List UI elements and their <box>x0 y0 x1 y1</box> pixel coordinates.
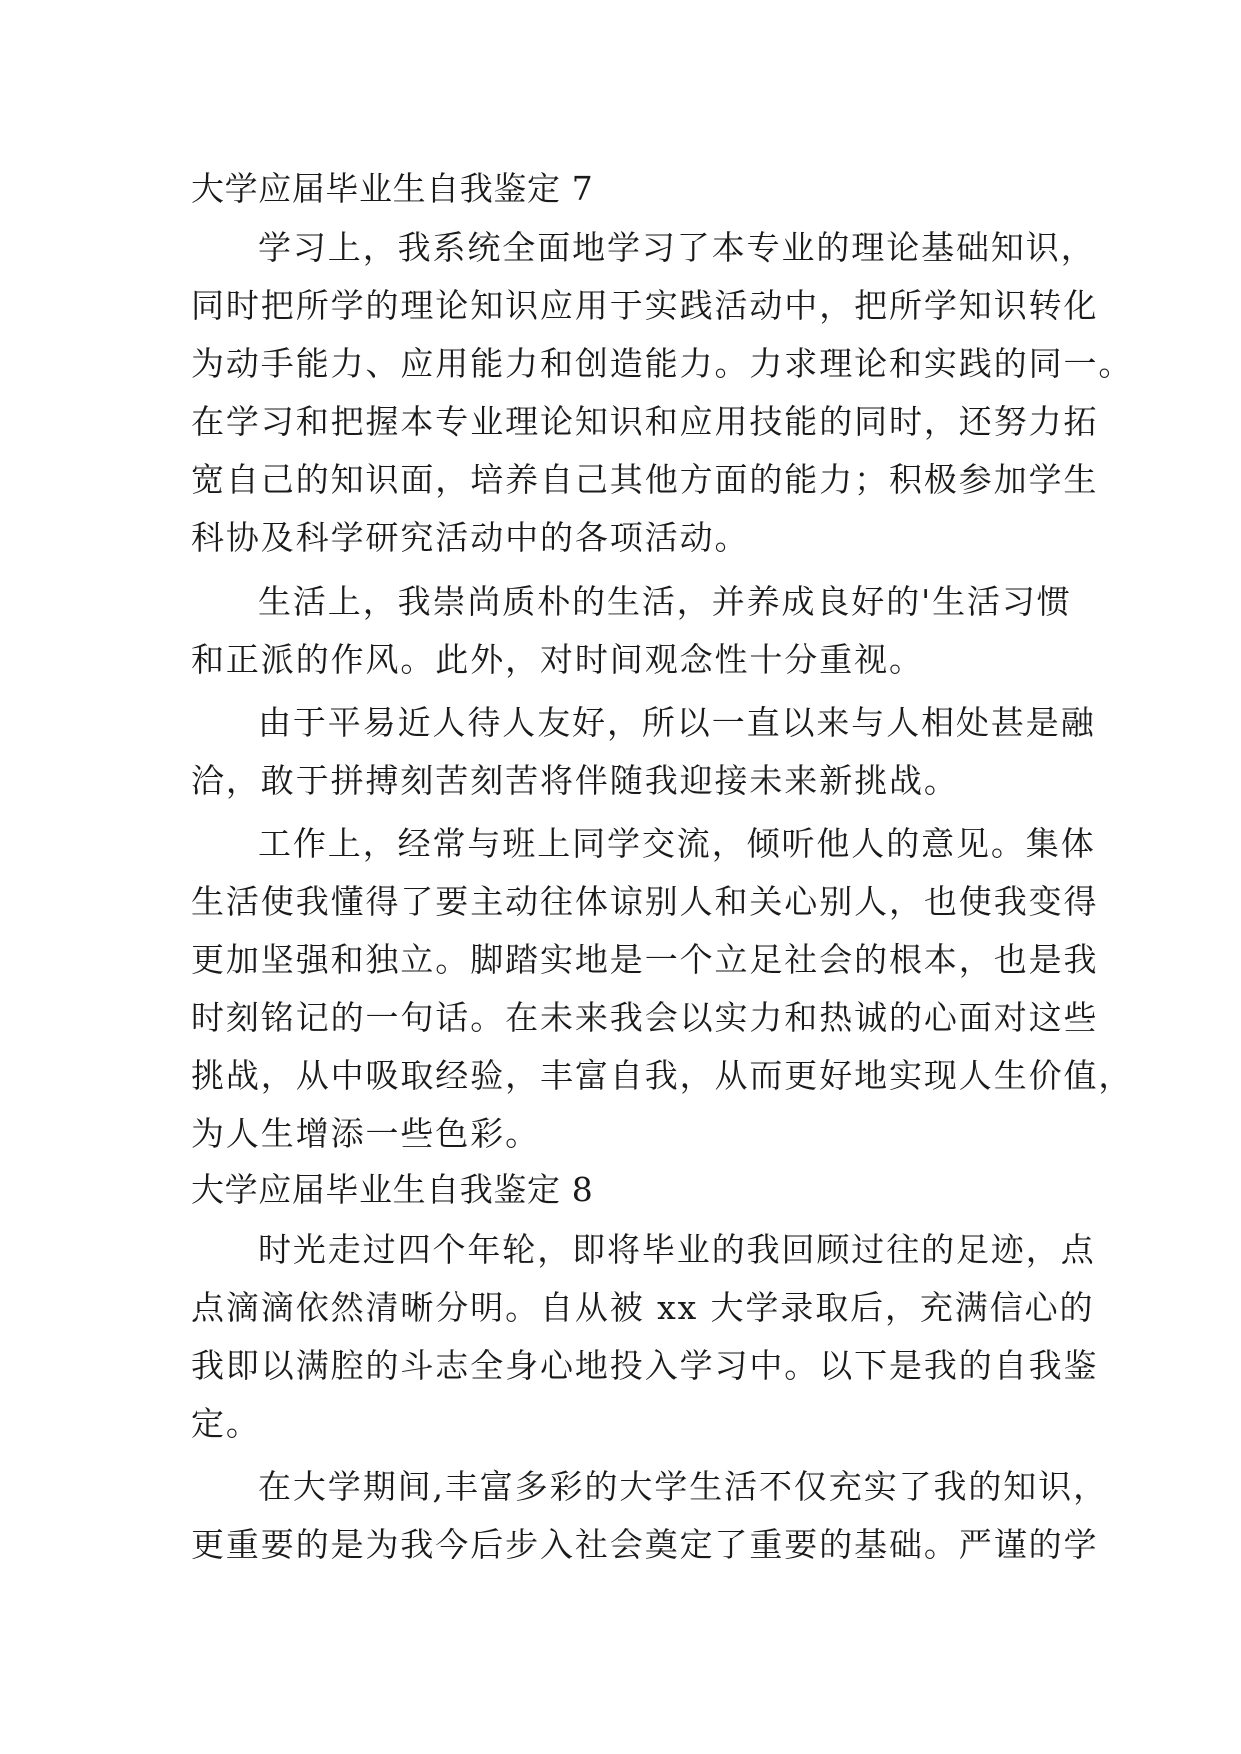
paragraph-line: 更重要的是为我今后步入社会奠定了重要的基础。严谨的学 <box>191 1525 1099 1564</box>
paragraph-line: 在大学期间,丰富多彩的大学生活不仅充实了我的知识， <box>258 1467 1108 1506</box>
paragraph-line: 我即以满腔的斗志全身心地投入学习中。以下是我的自我鉴 <box>191 1346 1099 1385</box>
paragraph-line: 挑战，从中吸取经验，丰富自我，从而更好地实现人生价值， <box>191 1056 1134 1095</box>
paragraph-line: 宽自己的知识面，培养自己其他方面的能力；积极参加学生 <box>191 460 1099 499</box>
paragraph-line: 同时把所学的理论知识应用于实践活动中，把所学知识转化 <box>191 286 1099 325</box>
paragraph-line: 时刻铭记的一句话。在未来我会以实力和热诚的心面对这些 <box>191 998 1099 1037</box>
paragraph-line: 洽，敢于拼搏刻苦刻苦将伴随我迎接未来新挑战。 <box>191 761 959 800</box>
paragraph-line: 学习上，我系统全面地学习了本专业的理论基础知识， <box>258 228 1096 267</box>
paragraph-line: 时光走过四个年轮，即将毕业的我回顾过往的足迹，点 <box>258 1230 1096 1269</box>
section-heading-7: 大学应届毕业生自我鉴定 7 <box>191 169 594 208</box>
section-heading-8: 大学应届毕业生自我鉴定 8 <box>191 1170 594 1209</box>
paragraph-line: 定。 <box>191 1404 261 1443</box>
paragraph-line: 由于平易近人待人友好，所以一直以来与人相处甚是融 <box>258 703 1096 742</box>
paragraph-line: 和正派的作风。此外，对时间观念性十分重视。 <box>191 640 924 679</box>
paragraph-line: 为动手能力、应用能力和创造能力。力求理论和实践的同一。 <box>191 344 1134 383</box>
paragraph-line: 工作上，经常与班上同学交流，倾听他人的意见。集体 <box>258 824 1096 863</box>
paragraph-line: 科协及科学研究活动中的各项活动。 <box>191 518 750 557</box>
paragraph-line: 更加坚强和独立。脚踏实地是一个立足社会的根本，也是我 <box>191 940 1099 979</box>
paragraph-line: 生活上，我崇尚质朴的生活，并养成良好的'生活习惯 <box>258 582 1072 621</box>
paragraph-line: 点滴滴依然清晰分明。自从被 xx 大学录取后，充满信心的 <box>191 1288 1095 1327</box>
paragraph-line: 生活使我懂得了要主动往体谅别人和关心别人，也使我变得 <box>191 882 1099 921</box>
paragraph-line: 在学习和把握本专业理论知识和应用技能的同时，还努力拓 <box>191 402 1099 441</box>
paragraph-line: 为人生增添一些色彩。 <box>191 1114 540 1153</box>
